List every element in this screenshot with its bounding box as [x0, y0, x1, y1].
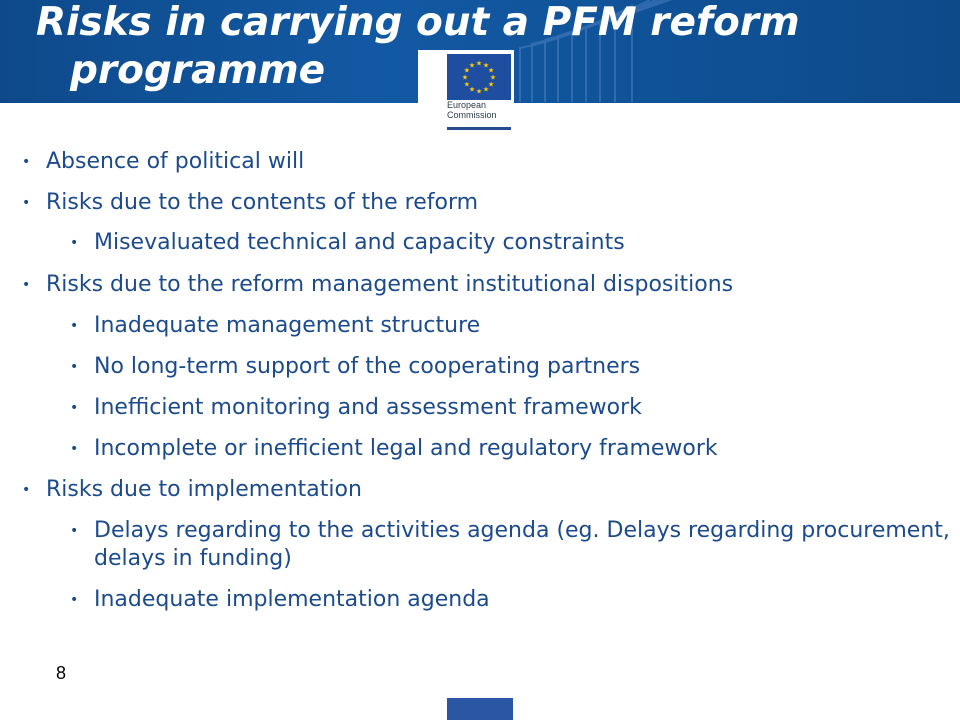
bullet-text: Inadequate management structure: [94, 313, 481, 338]
logo-caption: [447, 100, 497, 120]
flag-star-icon: ★: [489, 73, 497, 82]
bullet-marker-icon: •: [70, 359, 79, 375]
bullet-marker-icon: •: [70, 235, 79, 251]
bullet-marker-icon: •: [70, 318, 79, 334]
flag-star-icon: ★: [461, 73, 469, 82]
sub-bullet-item: [0, 312, 960, 340]
bullet-marker-icon: •: [70, 592, 79, 608]
bullet-text: Incomplete or inefficient legal and regulatory framework: [94, 436, 718, 461]
slide-title-line2: programme: [70, 48, 326, 93]
bullet-text: Inefficient monitoring and assessment framework: [94, 395, 642, 420]
bullet-item: [0, 148, 946, 176]
bullet-text: No long-term support of the cooperating partners: [94, 354, 641, 379]
slide-title-line1: Risks in carrying out a PFM reform: [36, 0, 800, 45]
flag-star-icon: ★: [475, 59, 483, 68]
bullet-text: Risks due to implementation: [46, 477, 362, 502]
logo-caption-line1: European: [447, 100, 487, 110]
sub-bullet-item: [0, 353, 960, 381]
bullet-text: Absence of political will: [46, 149, 305, 174]
flag-star-icon: ★: [463, 66, 471, 75]
flag-star-icon: ★: [475, 87, 483, 96]
flag-star-icon: ★: [482, 85, 490, 94]
bullet-marker-icon: •: [22, 277, 31, 293]
flag-star-icon: ★: [482, 61, 490, 70]
bullet-marker-icon: •: [70, 400, 79, 416]
footer-flag-block: [447, 698, 513, 720]
bullet-marker-icon: •: [70, 523, 79, 539]
bullet-marker-icon: •: [22, 154, 31, 170]
sub-bullet-item: [0, 435, 960, 463]
sub-bullet-item: [0, 394, 960, 422]
bullet-item: [0, 271, 946, 299]
bullet-marker-icon: •: [22, 195, 31, 211]
sub-bullet-item: [0, 229, 960, 257]
logo-caption-line2: Commission: [447, 110, 497, 120]
bullet-text: Inadequate implementation agenda: [94, 587, 490, 612]
page-number: 8: [56, 663, 67, 683]
bullet-text: Risks due to the contents of the reform: [46, 190, 479, 215]
flag-star-icon: ★: [487, 66, 495, 75]
flag-star-icon: ★: [468, 85, 476, 94]
bullet-marker-icon: •: [70, 441, 79, 457]
flag-star-icon: ★: [468, 61, 476, 70]
bullet-text: Risks due to the reform management institutional dispositions: [46, 272, 734, 297]
logo-underline: [447, 127, 511, 130]
bullet-item: [0, 189, 946, 217]
flag-star-icon: ★: [487, 80, 495, 89]
eu-flag-icon: [447, 54, 511, 100]
bullet-item: [0, 476, 946, 504]
bullet-text: Delays regarding to the activities agenda (eg. Delays regarding procurement, delays in funding): [94, 518, 950, 571]
sub-bullet-item: [0, 586, 960, 614]
bullet-text: Misevaluated technical and capacity constraints: [94, 230, 625, 255]
bullet-marker-icon: •: [22, 482, 31, 498]
sub-bullet-item: [0, 517, 960, 573]
flag-star-icon: ★: [463, 80, 471, 89]
